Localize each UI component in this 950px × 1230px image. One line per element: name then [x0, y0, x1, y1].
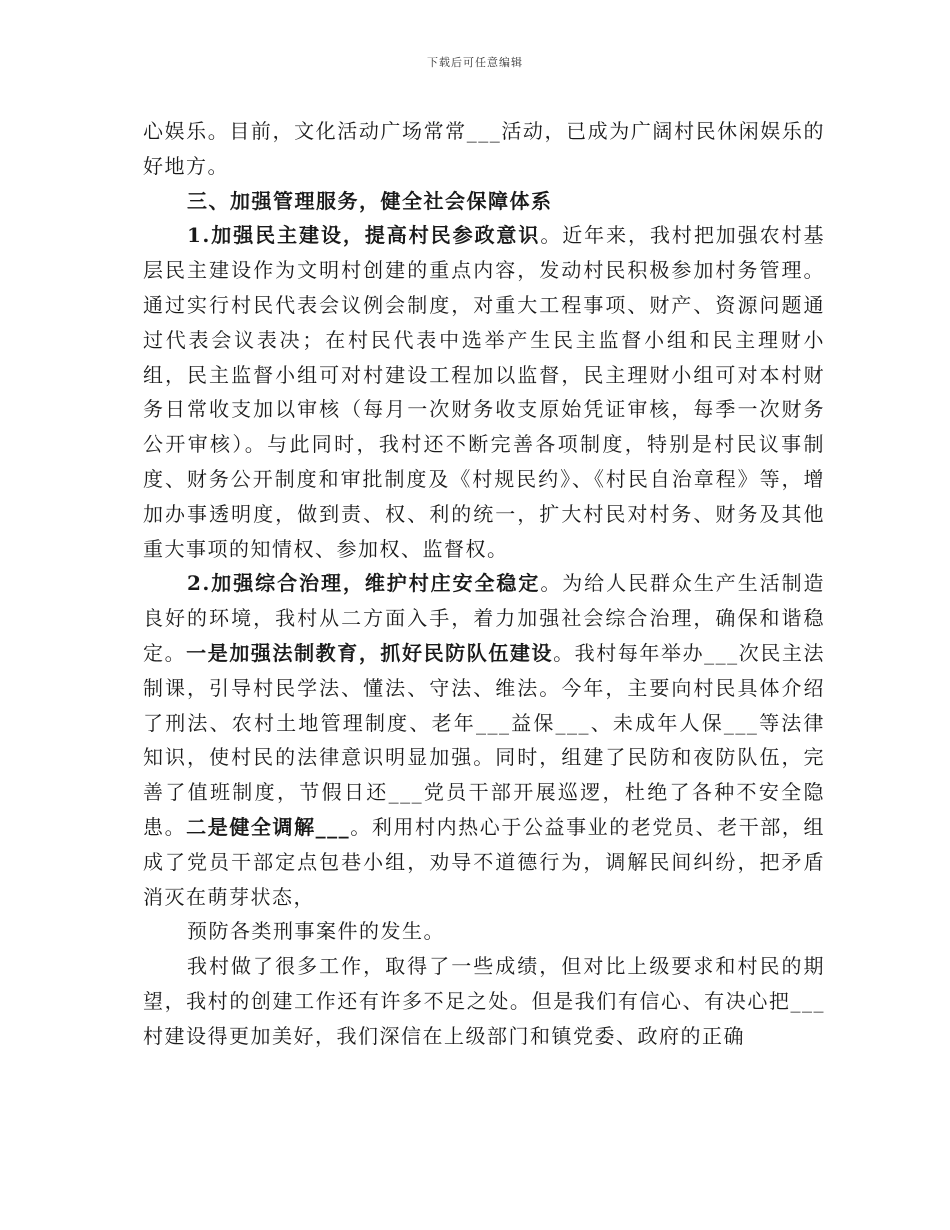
document-body [143, 114, 825, 1054]
paragraph-democracy [143, 218, 825, 566]
paragraph-governance-text-3: 。利用村内热心于公益事业的老党员、老干部，组成了党员干部定点包巷小组，劝导不道德行为，调解民间纠纷，把矛盾消灭在萌芽状态， [143, 814, 826, 909]
paragraph-governance [143, 566, 825, 914]
page-header: 下载后可任意编辑 [427, 56, 523, 69]
paragraph-continuation: 心娱乐。目前，文化活动广场常常___活动，已成为广阔村民休闲娱乐的好地方。 [143, 119, 825, 178]
paragraph-governance-lead: 2.加强综合治理，维护村庄安全稳定 [187, 571, 541, 596]
paragraph-democracy-text: 。近年来，我村把加强农村基层民主建设作为文明村创建的重点内容，发动村民积极参加村务管理。通过实行村民代表会议例会制度，对重大工程事项、财产、资源问题通过代表会议表决；在村民代表中选举产生民主监督小组和民主理财小组，民主监督小组可对村建设工程加以监督，民主理财小组可对本村财务日常收支加以审核（每月一次财务收支原始凭证审核，每季一次财务公开审核）。与此同时，我村还不断完善各项制度，特别是村民议事制度、财务公开制度和审批制度及《村规民约》、《村民自治章程》等，增加办事透明度，做到责、权、利的统一，扩大村民对村务、财务及其他重大事项的知情权、参加权、监督权。 [143, 223, 826, 561]
paragraph-governance-point-1: 一是加强法制教育，抓好民防队伍建设 [186, 640, 554, 665]
section-heading: 三、加强管理服务，健全社会保障体系 [187, 188, 553, 213]
paragraph-prevention: 预防各类刑事案件的发生。 [187, 919, 445, 944]
paragraph-democracy-lead: 1.加强民主建设，提高村民参政意识 [187, 223, 541, 248]
paragraph-conclusion: 我村做了很多工作，取得了一些成绩，但对比上级要求和村民的期望，我村的创建工作还有许多不足之处。但是我们有信心、有决心把___村建设得更加美好，我们深信在上级部门和镇党委、政府的正确 [143, 954, 825, 1048]
paragraph-governance-text-2: 。我村每年举办___次民主法制课，引导村民学法、懂法、守法、维法。今年，主要向村民具体介绍了刑法、农村土地管理制度、老年___益保___、未成年人保___等法律知识，使村民的法律意识明显加强。同时，组建了民防和夜防队伍，完善了值班制度，节假日还___党员干部开展巡逻，杜绝了各种不安全隐患。 [143, 640, 826, 839]
paragraph-governance-point-2: 二是健全调解___ [186, 814, 351, 839]
paragraph-governance-text-1: 。为给人民群众生产生活制造良好的环境，我村从二方面入手，着力加强社会综合治理，确保和谐稳定。 [143, 571, 826, 665]
